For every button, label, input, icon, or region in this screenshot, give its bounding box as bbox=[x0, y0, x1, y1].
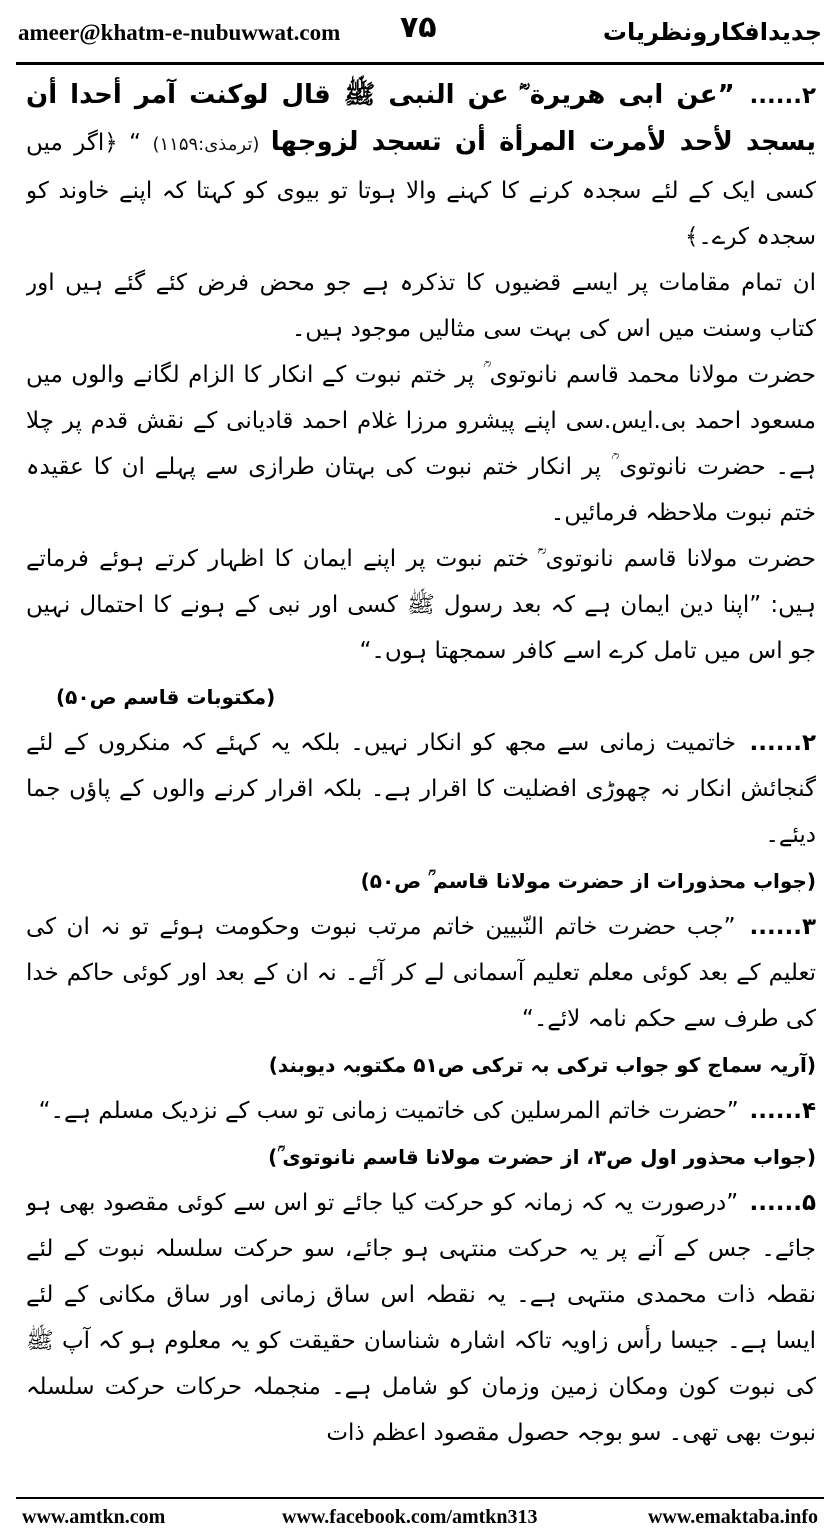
item-3-text: ”جب حضرت خاتم النّبیین خاتم مرتب نبوت وحکومت ہوئے تو نہ ان کی تعلیم کے بعد کوئی معلم تعلیم آسمانی لے کر آئے۔ نہ ان کے بعد اور کوئی حاکم خدا کی طرف سے حکم نامہ لائے۔“ bbox=[26, 914, 816, 1032]
item-3-number: ۳...... bbox=[749, 914, 816, 940]
paragraph-3-reference: (مکتوبات قاسم ص۵۰) bbox=[56, 685, 276, 709]
item-4-text: ”حضرت خاتم المرسلین کی خاتمیت زمانی تو سب کے نزدیک مسلم ہے۔“ bbox=[38, 1098, 739, 1124]
item-1-arabic: ”عن ابی هریرة ؓ عن النبی ﷺ قال لوکنت آمر أحدا أن یسجد لأحد لأمرت المرأة أن تسجد لزوجها bbox=[26, 80, 816, 157]
header-rule bbox=[16, 62, 824, 65]
page-body bbox=[26, 72, 816, 1492]
item-1-number: ۲...... bbox=[749, 83, 816, 109]
footer-link-amtkn[interactable]: www.amtkn.com bbox=[22, 1506, 166, 1528]
footer-link-facebook[interactable]: www.facebook.com/amtkn313 bbox=[282, 1506, 538, 1528]
item-1-reference: (ترمذی:۱۱۵۹) bbox=[152, 134, 260, 155]
item-5-text: ”درصورت یہ کہ زمانہ کو حرکت کیا جائے تو اس سے کوئی مقصود بھی ہو جائے۔ جس کے آنے پر یہ حرکت منتہی ہو جائے، سو حرکت سلسلہ نبوت کے لئے نقطہ ذات محمدی منتہی ہے۔ یہ نقطہ اس ساق زمانی اور ساق مکانی کے لئے ایسا ہے۔ جیسا رأس زاویہ تاکہ اشارہ شناسان حقیقت کو یہ معلوم ہو کہ آپ ﷺ کی نبوت کون ومکان زمین وزمان کو شامل ہے۔ منجملہ حرکات حرکت سلسلہ نبوت بھی تھی۔ سو بوجہ حصول مقصود اعظم ذات bbox=[26, 1190, 816, 1446]
item-5 bbox=[26, 1180, 816, 1456]
item-3-reference: (آریہ سماج کو جواب ترکی بہ ترکی ص۵۱ مکتوبہ دیوبند) bbox=[268, 1053, 816, 1077]
item-4 bbox=[26, 1088, 816, 1134]
page-footer bbox=[22, 1506, 818, 1534]
paragraph-1: ان تمام مقامات پر ایسے قضیوں کا تذکرہ ہے جو محض فرض کئے گئے ہیں اور کتاب وسنت میں اس کی بہت سی مثالیں موجود ہیں۔ bbox=[26, 270, 816, 342]
page-header bbox=[18, 0, 822, 62]
header-email: ameer@khatm-e-nubuwwat.com bbox=[18, 20, 341, 45]
book-title: جدیدافکارونظریات bbox=[602, 18, 822, 46]
footer-rule bbox=[16, 1497, 824, 1499]
item-2-number: ۲...... bbox=[749, 730, 816, 756]
item-3 bbox=[26, 904, 816, 1042]
page-number: ۷۵ bbox=[400, 10, 437, 45]
paragraph-2: حضرت مولانا محمد قاسم نانوتوی ؒ پر ختم نبوت کے انکار کا الزام لگانے والوں میں مسعود احمد بی.ایس.سی اپنے پیشرو مرزا غلام احمد قادیانی کے نقش قدم پر چلا ہے۔ حضرت نانوتوی ؒ پر انکار ختم نبوت کی بہتان طرازی سے پہلے ان کا عقیدہ ختم نبوت ملاحظہ فرمائیں۔ bbox=[26, 362, 816, 526]
item-2-text: خاتمیت زمانی سے مجھ کو انکار نہیں۔ بلکہ یہ کہئے کہ منکروں کے لئے گنجائش انکار نہ چھوڑی افضلیت کا اقرار ہے۔ بلکہ اقرار کرنے والوں کے پاؤں جما دیئے۔ bbox=[26, 730, 816, 848]
item-1 bbox=[26, 72, 816, 260]
paragraph-3: حضرت مولانا قاسم نانوتوی ؒ ختم نبوت پر اپنے ایمان کا اظہار کرتے ہوئے فرماتے ہیں: ”اپنا دین ایمان ہے کہ بعد رسول ﷺ کسی اور نبی کے ہونے کا احتمال نہیں جو اس میں تامل کرے اسے کافر سمجھتا ہوں۔“ bbox=[26, 546, 816, 664]
item-2 bbox=[26, 720, 816, 858]
item-4-number: ۴...... bbox=[749, 1098, 816, 1124]
item-4-reference: (جواب محذور اول ص۳، از حضرت مولانا قاسم نانوتوی ؒ) bbox=[268, 1145, 816, 1169]
item-5-number: ۵...... bbox=[749, 1190, 816, 1216]
item-1-translation: “ ﴿اگر میں کسی ایک کے لئے سجدہ کرنے کا کہنے والا ہوتا تو بیوی کو کہتا کہ اپنے خاوند کو سجدہ کرے۔﴾ bbox=[26, 130, 816, 250]
item-2-reference: (جواب محذورات از حضرت مولانا قاسم ؒ ص۵۰) bbox=[360, 869, 816, 893]
footer-link-emaktaba[interactable]: www.emaktaba.info bbox=[647, 1506, 818, 1528]
